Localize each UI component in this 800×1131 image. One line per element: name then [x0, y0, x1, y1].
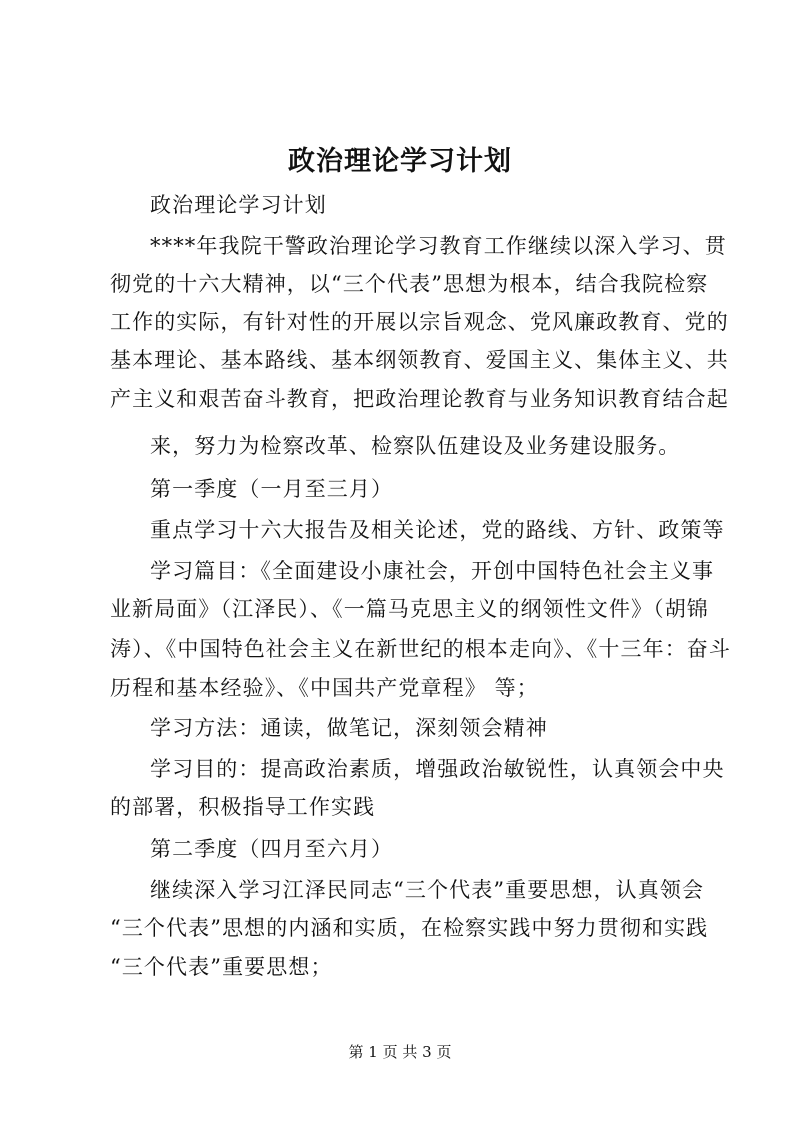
text-line: 历程和基本经验》、《中国共产党章程》 等；: [110, 676, 539, 700]
text-line: “三个代表”思想的内涵和实质，在检察实践中努力贯彻和实践: [110, 916, 709, 940]
text-line: 学习篇目：《全面建设小康社会，开创中国特色社会主义事: [150, 559, 715, 583]
text-line: 学习目的：提高政治素质，增强政治敏锐性，认真领会中央: [150, 757, 725, 781]
text-line: 产主义和艰苦奋斗教育，把政治理论教育与业务知识教育结合起: [110, 387, 729, 411]
section-heading: 第二季度（四月至六月）: [150, 837, 394, 861]
text-line: 工作的实际，有针对性的开展以宗旨观念、党风廉政教育、党的: [110, 310, 729, 334]
text-line: “三个代表”重要思想；: [110, 955, 333, 979]
text-line: 政治理论学习计划: [150, 193, 327, 217]
text-line: ****年我院干警政治理论学习教育工作继续以深入学习、贯: [150, 234, 727, 258]
text-line: 业新局面》（江泽民）、《一篇马克思主义的纲领性文件》（胡锦: [110, 597, 709, 621]
document-title: 政治理论学习计划: [288, 146, 512, 177]
text-line: 学习方法：通读，做笔记，深刻领会精神: [150, 716, 548, 740]
text-line: 涛）、《中国特色社会主义在新世纪的根本走向》、《十三年：奋斗: [110, 637, 731, 661]
text-line: 继续深入学习江泽民同志“三个代表”重要思想，认真领会: [150, 878, 705, 902]
section-heading: 第一季度（一月至三月）: [150, 477, 394, 501]
text-line: 彻党的十六大精神，以“三个代表”思想为根本，结合我院检察: [110, 272, 709, 296]
text-line: 来，努力为检察改革、检察队伍建设及业务建设服务。: [150, 434, 681, 458]
text-line: 基本理论、基本路线、基本纲领教育、爱国主义、集体主义、共: [110, 348, 729, 372]
text-line: 重点学习十六大报告及相关论述，党的路线、方针、政策等: [150, 518, 725, 542]
text-line: 的部署，积极指导工作实践: [110, 795, 376, 819]
page-footer: 第 1 页 共 3 页: [348, 1043, 452, 1061]
